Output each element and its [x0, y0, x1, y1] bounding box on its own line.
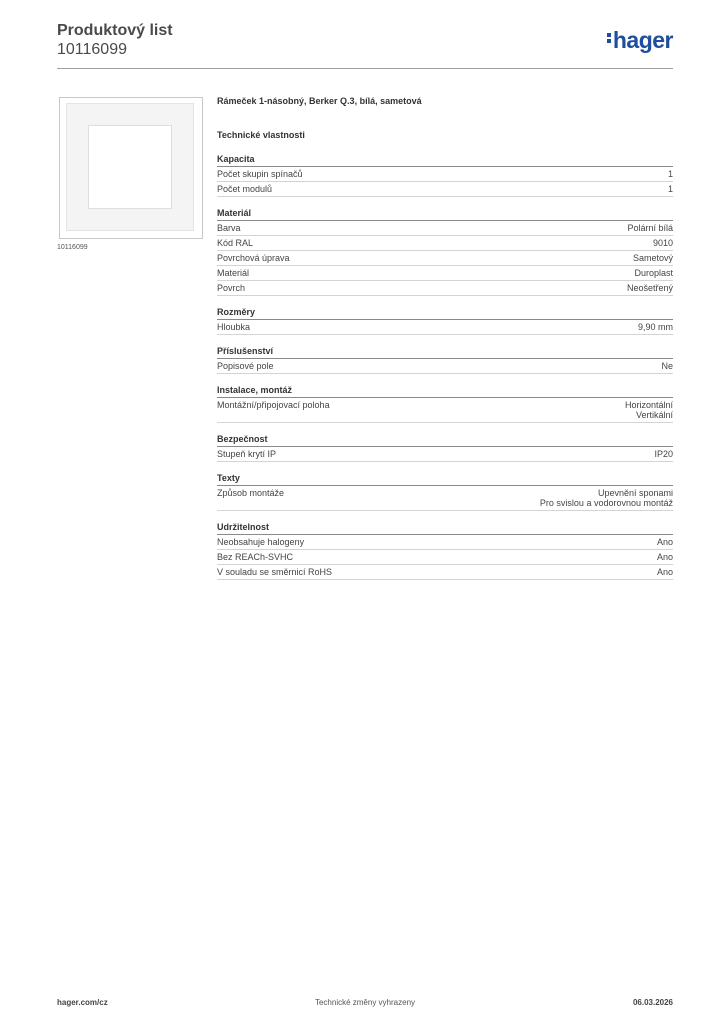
spec-label: Povrch — [217, 283, 246, 293]
spec-row — [217, 535, 673, 550]
spec-value — [633, 253, 673, 263]
page-header — [57, 20, 673, 68]
spec-groups — [217, 154, 673, 580]
spec-value-line: Pro svislou a vodorovnou montáž — [539, 498, 673, 508]
spec-value — [657, 567, 673, 577]
spec-value-line: Ano — [656, 552, 673, 562]
spec-value — [627, 283, 673, 293]
frame-outer-shape — [66, 103, 194, 231]
spec-label: Způsob montáže — [217, 488, 285, 498]
spec-value — [661, 361, 673, 371]
spec-value-line: Ano — [656, 567, 673, 577]
spec-row — [217, 398, 673, 423]
spec-row — [217, 167, 673, 182]
spec-label: Povrchová úprava — [217, 253, 290, 263]
spec-label: Barva — [217, 223, 241, 233]
spec-value — [657, 552, 673, 562]
spec-row — [217, 281, 673, 296]
spec-row — [217, 320, 673, 335]
spec-content — [217, 96, 673, 580]
spec-label: Materiál — [217, 268, 250, 278]
group-title: Instalace, montáž — [217, 385, 673, 398]
spec-value-line: IP20 — [654, 449, 673, 459]
image-caption: 10116099 — [57, 244, 88, 251]
spec-label: Popisové pole — [217, 361, 274, 371]
spec-value — [634, 268, 673, 278]
spec-row — [217, 565, 673, 580]
spec-label: Kód RAL — [217, 238, 254, 248]
spec-row — [217, 221, 673, 236]
spec-value — [653, 238, 673, 248]
logo-text: hager — [612, 27, 673, 53]
spec-row — [217, 182, 673, 197]
spec-value — [668, 184, 673, 194]
document-number: 10116099 — [57, 41, 127, 58]
spec-value — [657, 537, 673, 547]
spec-label: Stupeň krytí IP — [217, 449, 277, 459]
spec-value — [654, 449, 673, 459]
spec-group — [217, 522, 673, 580]
group-title: Texty — [217, 473, 673, 486]
spec-value-line: Ano — [656, 537, 673, 547]
spec-value-line: Horizontální — [624, 400, 673, 410]
spec-value — [638, 322, 673, 332]
spec-label: Neobsahuje halogeny — [217, 537, 305, 547]
spec-row — [217, 236, 673, 251]
section-title: Technické vlastnosti — [217, 130, 305, 140]
spec-row — [217, 359, 673, 374]
group-title: Udržitelnost — [217, 522, 673, 535]
spec-group — [217, 154, 673, 197]
spec-value-line: Vertikální — [635, 410, 673, 420]
header-divider — [57, 68, 673, 69]
document-title: Produktový list — [57, 22, 173, 39]
spec-label: Hloubka — [217, 322, 251, 332]
spec-value-line: 1 — [667, 184, 673, 194]
spec-value-line: Duroplast — [634, 268, 673, 278]
spec-group — [217, 434, 673, 462]
spec-value-line: Upevnění sponami — [597, 488, 673, 498]
spec-label: Bez REACh-SVHC — [217, 552, 294, 562]
spec-group — [217, 385, 673, 423]
product-image — [59, 97, 203, 239]
frame-opening-shape — [88, 125, 172, 209]
spec-value-line: 9,90 mm — [637, 322, 673, 332]
spec-row — [217, 486, 673, 511]
spec-label: Počet skupin spínačů — [217, 169, 303, 179]
spec-value — [625, 400, 673, 420]
spec-row — [217, 251, 673, 266]
spec-value — [627, 223, 673, 233]
group-title: Příslušenství — [217, 346, 673, 359]
spec-row — [217, 550, 673, 565]
footer-notice: Technické změny vyhrazeny — [314, 998, 416, 1007]
product-name: Rámeček 1-násobný, Berker Q.3, bílá, sametová — [217, 96, 422, 106]
spec-value — [668, 169, 673, 179]
spec-label: Počet modulů — [217, 184, 273, 194]
group-title: Kapacita — [217, 154, 673, 167]
spec-value-line: Polární bílá — [627, 223, 673, 233]
footer-website[interactable]: hager.com/cz — [57, 998, 108, 1007]
spec-value-line: 9010 — [652, 238, 673, 248]
spec-row — [217, 266, 673, 281]
spec-group — [217, 208, 673, 296]
spec-group — [217, 473, 673, 511]
spec-value-line: Ne — [661, 361, 673, 371]
spec-value-line: 1 — [667, 169, 673, 179]
spec-group — [217, 307, 673, 335]
group-title: Rozměry — [217, 307, 673, 320]
footer-date: 06.03.2026 — [632, 998, 673, 1007]
spec-value-line: Neošetřený — [626, 283, 673, 293]
group-title: Bezpečnost — [217, 434, 673, 447]
spec-value — [540, 488, 673, 508]
spec-row — [217, 447, 673, 462]
spec-label: V souladu se směrnicí RoHS — [217, 567, 333, 577]
spec-label: Montážní/připojovací poloha — [217, 400, 330, 410]
spec-value-line: Sametový — [632, 253, 673, 263]
logo-dots-icon — [607, 31, 612, 45]
spec-group — [217, 346, 673, 374]
group-title: Materiál — [217, 208, 673, 221]
hager-logo — [607, 27, 673, 54]
